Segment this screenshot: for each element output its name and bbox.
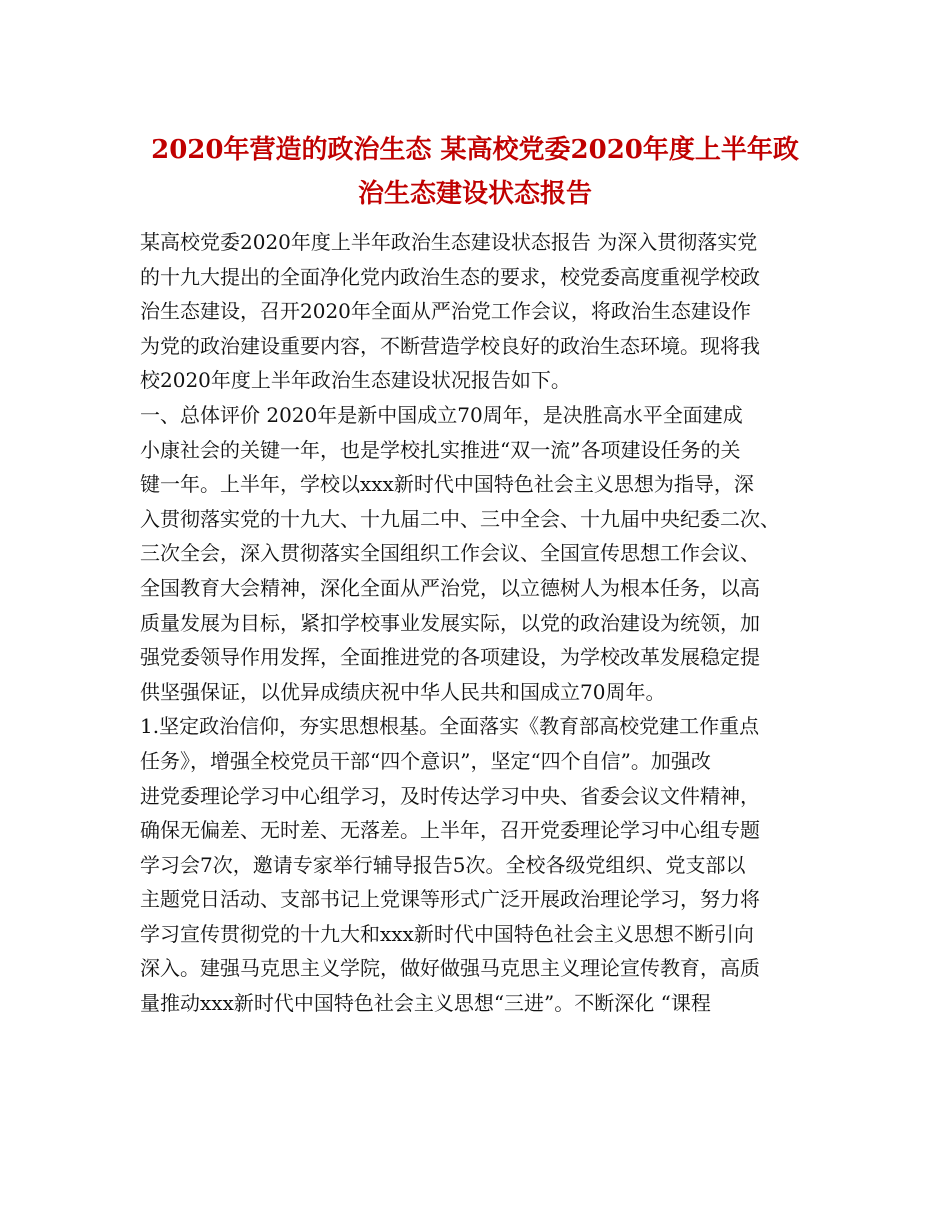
body-line: 1.坚定政治信仰，夯实思想根基。全面落实《教育部高校党建工作重点 [140, 714, 760, 739]
body-line: 学习宣传贯彻党的十九大和xxx新时代中国特色社会主义思想不断引向 [140, 921, 754, 946]
body-line: 治生态建设，召开2020年全面从严治党工作会议，将政治生态建设作 [140, 299, 751, 324]
body-line: 一、总体评价 2020年是新中国成立70周年，是决胜高水平全面建成 [140, 402, 743, 427]
body-line: 校2020年度上半年政治生态建设状况报告如下。 [140, 368, 571, 393]
body-line: 主题党日活动、支部书记上党课等形式广泛开展政治理论学习，努力将 [140, 887, 760, 912]
document-body [140, 225, 820, 1021]
body-line: 小康社会的关键一年，也是学校扎实推进“双一流”各项建设任务的关 [140, 437, 741, 462]
body-line: 全国教育大会精神，深化全面从严治党，以立德树人为根本任务，以高 [140, 575, 760, 600]
body-line: 的十九大提出的全面净化党内政治生态的要求，校党委高度重视学校政 [140, 264, 760, 289]
body-line: 入贯彻落实党的十九大、十九届二中、三中全会、十九届中央纪委二次、 [140, 506, 780, 531]
body-line: 某高校党委2020年度上半年政治生态建设状态报告 为深入贯彻落实党 [140, 230, 758, 254]
body-line: 质量发展为目标，紧扣学校事业发展实际，以党的政治建设为统领，加 [140, 610, 760, 635]
title-line: 2020年营造的政治生态 某高校党委2020年度上半年政 [151, 135, 799, 165]
document-title [120, 128, 830, 216]
body-line: 三次全会，深入贯彻落实全国组织工作会议、全国宣传思想工作会议、 [140, 541, 760, 566]
title-line: 治生态建设状态报告 [357, 179, 592, 209]
body-line: 任务》，增强全校党员干部“四个意识”，坚定“四个自信”。加强改 [140, 748, 711, 773]
body-line: 进党委理论学习中心组学习，及时传达学习中央、省委会议文件精神， [140, 783, 760, 808]
body-line: 强党委领导作用发挥，全面推进党的各项建设，为学校改革发展稳定提 [140, 645, 760, 670]
body-line: 确保无偏差、无时差、无落差。上半年，召开党委理论学习中心组专题 [140, 818, 760, 843]
body-line: 学习会7次，邀请专家举行辅导报告5次。全校各级党组织、党支部以 [140, 852, 746, 877]
body-line: 键一年。上半年，学校以xxx新时代中国特色社会主义思想为指导，深 [140, 472, 754, 497]
body-line: 供坚强保证，以优异成绩庆祝中华人民共和国成立70周年。 [140, 679, 666, 704]
body-line: 量推动xxx新时代中国特色社会主义思想“三进”。不断深化 “课程 [140, 991, 711, 1016]
body-line: 深入。建强马克思主义学院，做好做强马克思主义理论宣传教育，高质 [140, 956, 760, 981]
body-line: 为党的政治建设重要内容，不断营造学校良好的政治生态环境。现将我 [140, 333, 760, 358]
